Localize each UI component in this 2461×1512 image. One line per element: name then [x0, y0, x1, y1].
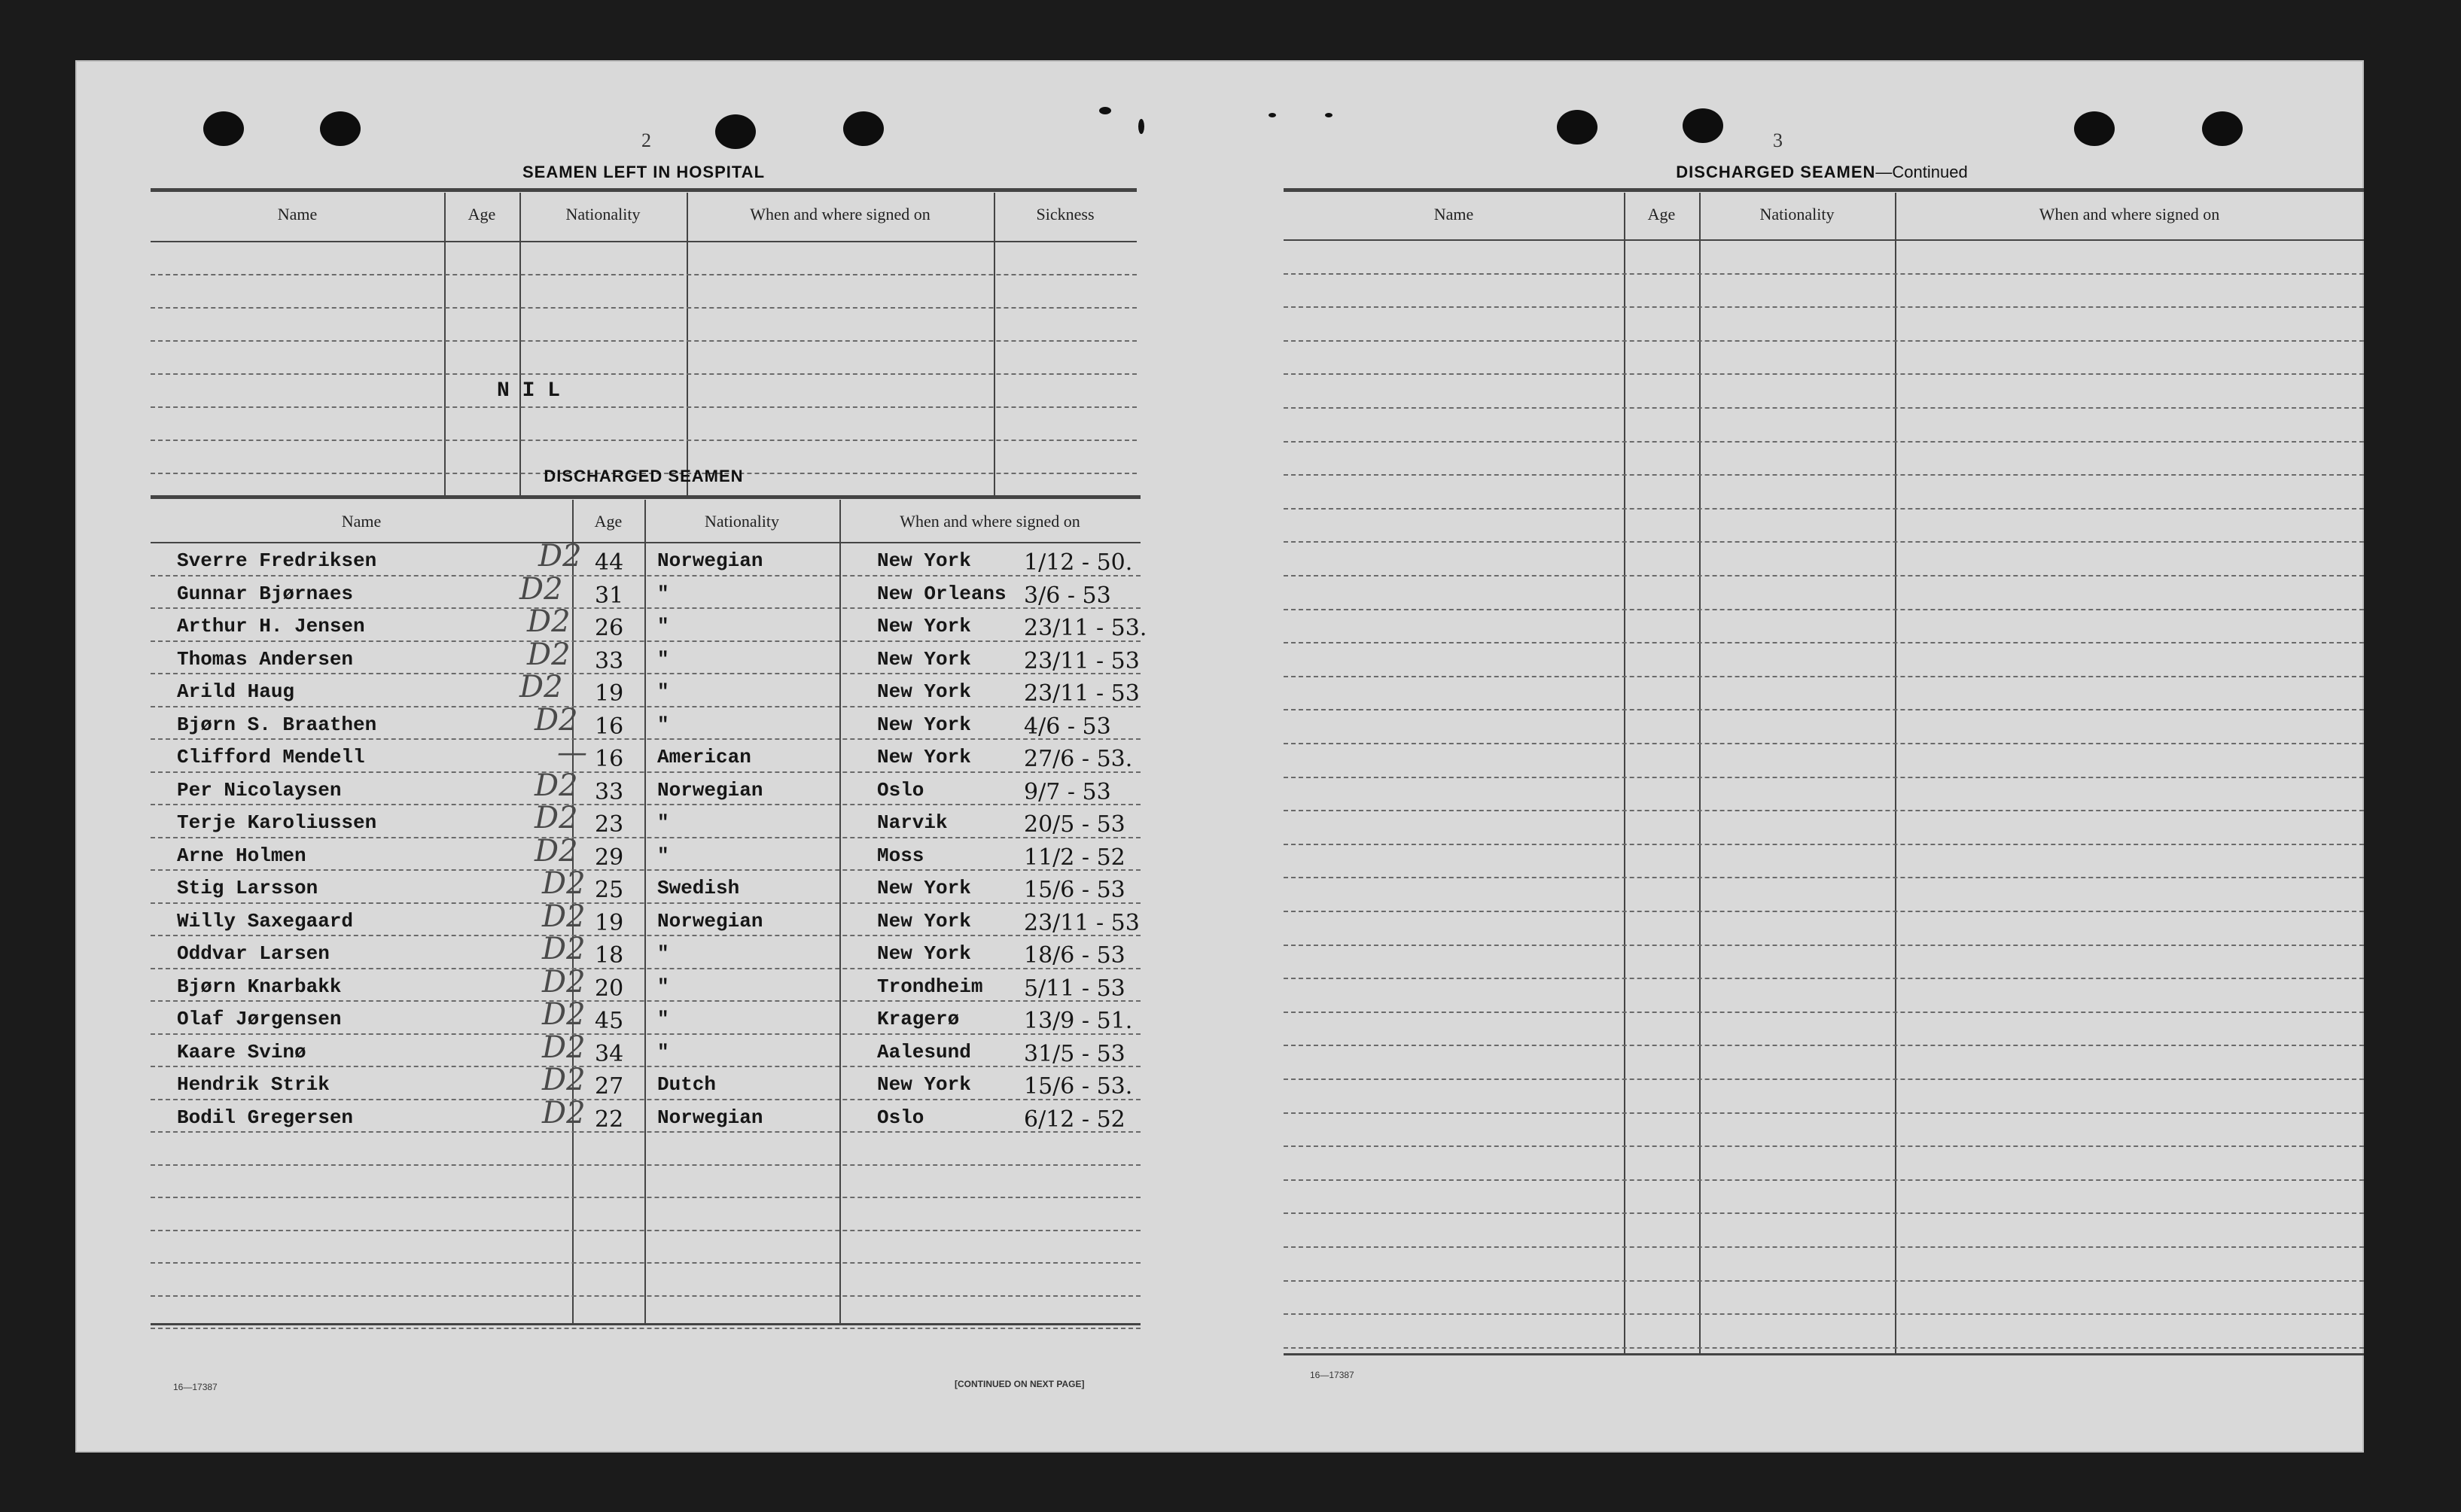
- row-rule: [1284, 1246, 2364, 1248]
- discharged-table: [151, 495, 1147, 1338]
- discharge-mark: D2: [542, 997, 586, 1032]
- signed-on-place: Aalesund: [877, 1040, 971, 1063]
- row-rule: [1284, 575, 2364, 577]
- document-sheet: [75, 60, 2364, 1453]
- form-number-right: 16—17387: [1310, 1370, 1354, 1380]
- signed-on-place: Oslo: [877, 778, 924, 802]
- seaman-name: Bjørn S. Braathen: [177, 713, 377, 736]
- col-header-signed-on: When and where signed on: [750, 205, 930, 224]
- continued-note: [CONTINUED ON NEXT PAGE]: [955, 1379, 1085, 1389]
- seaman-name: Clifford Mendell: [177, 746, 365, 768]
- signed-on-place: New York: [877, 713, 971, 736]
- row-rule: [1284, 1145, 2364, 1147]
- row-rule: [151, 1197, 1141, 1198]
- discharge-mark: D2: [519, 571, 563, 607]
- discharge-mark: D2: [519, 670, 563, 704]
- row-rule: [151, 1295, 1141, 1297]
- seaman-age: 22: [595, 1106, 624, 1133]
- row-rule: [151, 1033, 1141, 1035]
- row-rule: [151, 1066, 1141, 1067]
- punch-hole: [1683, 108, 1723, 143]
- row-rule: [151, 869, 1141, 871]
- seaman-name: Arne Holmen: [177, 844, 306, 867]
- row-rule: [1284, 1313, 2364, 1315]
- discharge-mark: D2: [527, 637, 571, 672]
- row-rule: [1284, 676, 2364, 677]
- discharge-mark: D2: [538, 539, 582, 573]
- seaman-nationality: ": [657, 713, 669, 736]
- row-rule: [151, 771, 1141, 773]
- row-rule: [1284, 844, 2364, 845]
- seaman-age: 25: [595, 877, 624, 903]
- signed-on-date: 3/6 - 53: [1024, 582, 1111, 609]
- ink-speck: [1099, 107, 1111, 114]
- row-rule: [151, 1099, 1141, 1100]
- punch-hole: [203, 111, 244, 146]
- punch-hole: [715, 114, 756, 149]
- seaman-nationality: Norwegian: [657, 549, 763, 572]
- row-rule: [1284, 1280, 2364, 1282]
- discharge-mark: D2: [542, 899, 586, 934]
- row-rule: [151, 1164, 1141, 1166]
- row-rule: [151, 640, 1141, 642]
- signed-on-date: 20/5 - 53: [1024, 811, 1125, 838]
- row-rule: [1284, 340, 2364, 342]
- row-rule: [151, 804, 1141, 805]
- seaman-nationality: ": [657, 1040, 669, 1063]
- row-rule: [1284, 1179, 2364, 1181]
- punch-hole: [320, 111, 361, 146]
- discharged-continued-title: DISCHARGED SEAMEN—Continued: [1676, 163, 1968, 181]
- seaman-nationality: Norwegian: [657, 1106, 763, 1129]
- seaman-age: 16: [595, 713, 624, 740]
- row-rule: [151, 968, 1141, 969]
- signed-on-date: 23/11 - 53: [1024, 909, 1140, 936]
- seaman-nationality: ": [657, 811, 669, 834]
- discharge-mark: D2: [535, 833, 578, 869]
- row-rule: [151, 1000, 1141, 1002]
- seaman-name: Hendrik Strik: [177, 1073, 330, 1096]
- seaman-name: Gunnar Bjørnaes: [177, 582, 354, 605]
- seaman-age: 44: [595, 549, 624, 576]
- signed-on-date: 6/12 - 52: [1024, 1106, 1125, 1133]
- signed-on-date: 23/11 - 53: [1024, 647, 1140, 674]
- row-rule: [1284, 273, 2364, 275]
- hospital-nil-entry: N I L: [497, 379, 561, 403]
- signed-on-date: 11/2 - 52: [1024, 844, 1125, 871]
- col-header-name: Name: [341, 512, 382, 531]
- signed-on-date: 23/11 - 53.: [1024, 615, 1147, 641]
- row-rule: [1284, 508, 2364, 510]
- row-rule: [151, 1262, 1141, 1264]
- signed-on-date: 1/12 - 50.: [1024, 549, 1133, 576]
- signed-on-place: New York: [877, 647, 971, 671]
- col-header-age: Age: [1647, 205, 1676, 224]
- signed-on-date: 27/6 - 53.: [1024, 746, 1133, 772]
- seaman-nationality: Dutch: [657, 1073, 717, 1096]
- col-header-nationality: Nationality: [1759, 205, 1835, 224]
- page-number-left: 2: [641, 129, 651, 151]
- row-rule: [1284, 777, 2364, 778]
- seaman-name: Bodil Gregersen: [177, 1106, 354, 1129]
- ink-speck: [1138, 119, 1144, 134]
- seaman-name: Arild Haug: [177, 680, 295, 703]
- col-header-name: Name: [277, 205, 318, 224]
- row-rule: [151, 706, 1141, 707]
- col-header-nationality: Nationality: [565, 205, 641, 224]
- col-header-age: Age: [468, 205, 496, 224]
- seaman-name: Terje Karoliussen: [177, 811, 377, 834]
- row-rule: [1284, 373, 2364, 375]
- row-rule: [151, 935, 1141, 936]
- seaman-nationality: Norwegian: [657, 778, 763, 802]
- row-rule: [1284, 743, 2364, 744]
- col-header-age: Age: [594, 512, 623, 531]
- seaman-age: 20: [595, 975, 624, 1002]
- signed-on-place: New York: [877, 1073, 971, 1096]
- signed-on-date: 15/6 - 53.: [1024, 1073, 1133, 1100]
- signed-on-place: New York: [877, 549, 971, 572]
- row-rule: [1284, 1212, 2364, 1214]
- row-rule: [1284, 474, 2364, 476]
- row-rule: [1284, 810, 2364, 811]
- row-rule: [151, 738, 1141, 740]
- row-rule: [1284, 407, 2364, 409]
- signed-on-date: 5/11 - 53: [1024, 975, 1125, 1002]
- signed-on-date: 13/9 - 51.: [1024, 1008, 1133, 1034]
- signed-on-date: 9/7 - 53: [1024, 778, 1111, 805]
- discharge-mark: D2: [542, 1063, 586, 1097]
- discharged-title: DISCHARGED SEAMEN: [544, 467, 744, 485]
- discharge-mark: D2: [542, 1095, 586, 1130]
- col-header-signed-on: When and where signed on: [900, 512, 1080, 531]
- discharge-mark: D2: [527, 604, 571, 639]
- row-rule: [1284, 1347, 2364, 1349]
- row-rule: [1284, 1078, 2364, 1080]
- discharge-mark: D2: [542, 1030, 586, 1065]
- seaman-name: Arthur H. Jensen: [177, 615, 365, 637]
- seaman-name: Stig Larsson: [177, 877, 318, 899]
- seaman-age: 16: [595, 746, 624, 772]
- seaman-age: 29: [595, 844, 624, 871]
- row-rule: [151, 837, 1141, 838]
- signed-on-place: Moss: [877, 844, 924, 867]
- discharged-continued-table: [1284, 188, 2364, 1362]
- row-rule: [1284, 1112, 2364, 1114]
- seaman-nationality: American: [657, 746, 751, 768]
- row-rule: [151, 673, 1141, 674]
- row-rule: [1284, 978, 2364, 979]
- seaman-age: 34: [595, 1040, 624, 1067]
- signed-on-place: New Orleans: [877, 582, 1007, 605]
- signed-on-date: 23/11 - 53: [1024, 680, 1140, 707]
- seaman-name: Thomas Andersen: [177, 647, 354, 671]
- row-rule: [151, 1230, 1141, 1231]
- signed-on-place: New York: [877, 909, 971, 932]
- seaman-age: 33: [595, 647, 624, 674]
- seaman-name: Kaare Svinø: [177, 1040, 306, 1063]
- row-rule: [1284, 541, 2364, 543]
- seaman-age: 19: [595, 680, 624, 707]
- seaman-age: 23: [595, 811, 624, 838]
- signed-on-date: 4/6 - 53: [1024, 713, 1111, 740]
- row-rule: [1284, 642, 2364, 643]
- ink-speck: [1269, 113, 1276, 117]
- seaman-name: Oddvar Larsen: [177, 942, 330, 965]
- seaman-nationality: ": [657, 582, 669, 605]
- discharge-mark: D2: [535, 702, 578, 738]
- seaman-nationality: ": [657, 647, 669, 671]
- signed-on-date: 31/5 - 53: [1024, 1040, 1125, 1067]
- seaman-nationality: ": [657, 680, 669, 703]
- row-rule: [151, 902, 1141, 904]
- seaman-nationality: ": [657, 615, 669, 637]
- signed-on-place: New York: [877, 746, 971, 768]
- signed-on-place: New York: [877, 877, 971, 899]
- seaman-nationality: ": [657, 1008, 669, 1030]
- punch-hole: [843, 111, 884, 146]
- row-rule: [1284, 1012, 2364, 1013]
- col-header-name: Name: [1433, 205, 1474, 224]
- hospital-title: SEAMEN LEFT IN HOSPITAL: [522, 163, 766, 181]
- seaman-age: 18: [595, 942, 624, 969]
- signed-on-date: 18/6 - 53: [1024, 942, 1125, 969]
- signed-on-place: Narvik: [877, 811, 948, 834]
- signed-on-place: Oslo: [877, 1106, 924, 1129]
- row-rule: [151, 607, 1141, 609]
- discharge-mark: D2: [542, 866, 586, 901]
- row-rule: [1284, 877, 2364, 878]
- seaman-nationality: Swedish: [657, 877, 740, 899]
- seaman-age: 45: [595, 1008, 624, 1034]
- signed-on-place: New York: [877, 615, 971, 637]
- row-rule: [151, 1131, 1141, 1133]
- signed-on-place: New York: [877, 680, 971, 703]
- seaman-name: Bjørn Knarbakk: [177, 975, 342, 998]
- row-rule: [1284, 306, 2364, 308]
- seaman-name: Sverre Fredriksen: [177, 549, 377, 572]
- row-rule: [151, 575, 1141, 577]
- discharge-mark: D2: [535, 801, 578, 835]
- col-header-signed-on: When and where signed on: [2039, 205, 2220, 224]
- form-number-left: 16—17387: [173, 1382, 218, 1392]
- discharge-mark: D2: [535, 768, 578, 803]
- seaman-age: 33: [595, 778, 624, 805]
- seaman-name: Olaf Jørgensen: [177, 1008, 342, 1030]
- row-rule: [1284, 911, 2364, 912]
- punch-hole: [2202, 111, 2243, 146]
- row-rule: [1284, 609, 2364, 610]
- hospital-table: [151, 188, 1137, 504]
- row-rule: [1284, 441, 2364, 443]
- row-rule: [1284, 709, 2364, 710]
- seaman-age: 27: [595, 1073, 624, 1100]
- row-rule: [1284, 1045, 2364, 1046]
- signed-on-place: Kragerø: [877, 1008, 960, 1030]
- signed-on-place: Trondheim: [877, 975, 983, 998]
- discharge-mark: D2: [542, 964, 586, 999]
- discharge-mark: —: [557, 735, 587, 770]
- row-rule: [1284, 945, 2364, 946]
- ink-speck: [1325, 113, 1333, 117]
- col-header-nationality: Nationality: [705, 512, 779, 531]
- page-number-right: 3: [1773, 129, 1783, 151]
- seaman-nationality: ": [657, 942, 669, 965]
- signed-on-date: 15/6 - 53: [1024, 877, 1125, 903]
- seaman-nationality: Norwegian: [657, 909, 763, 932]
- seaman-name: Willy Saxegaard: [177, 909, 354, 932]
- seaman-name: Per Nicolaysen: [177, 778, 342, 802]
- seaman-nationality: ": [657, 975, 669, 998]
- punch-hole: [2074, 111, 2115, 146]
- signed-on-place: New York: [877, 942, 971, 965]
- row-rule: [151, 1328, 1141, 1329]
- seaman-age: 26: [595, 615, 624, 641]
- punch-hole: [1557, 110, 1598, 145]
- seaman-age: 31: [595, 582, 624, 609]
- discharge-mark: D2: [542, 932, 586, 966]
- seaman-nationality: ": [657, 844, 669, 867]
- seaman-age: 19: [595, 909, 624, 936]
- col-header-sickness: Sickness: [1036, 205, 1095, 224]
